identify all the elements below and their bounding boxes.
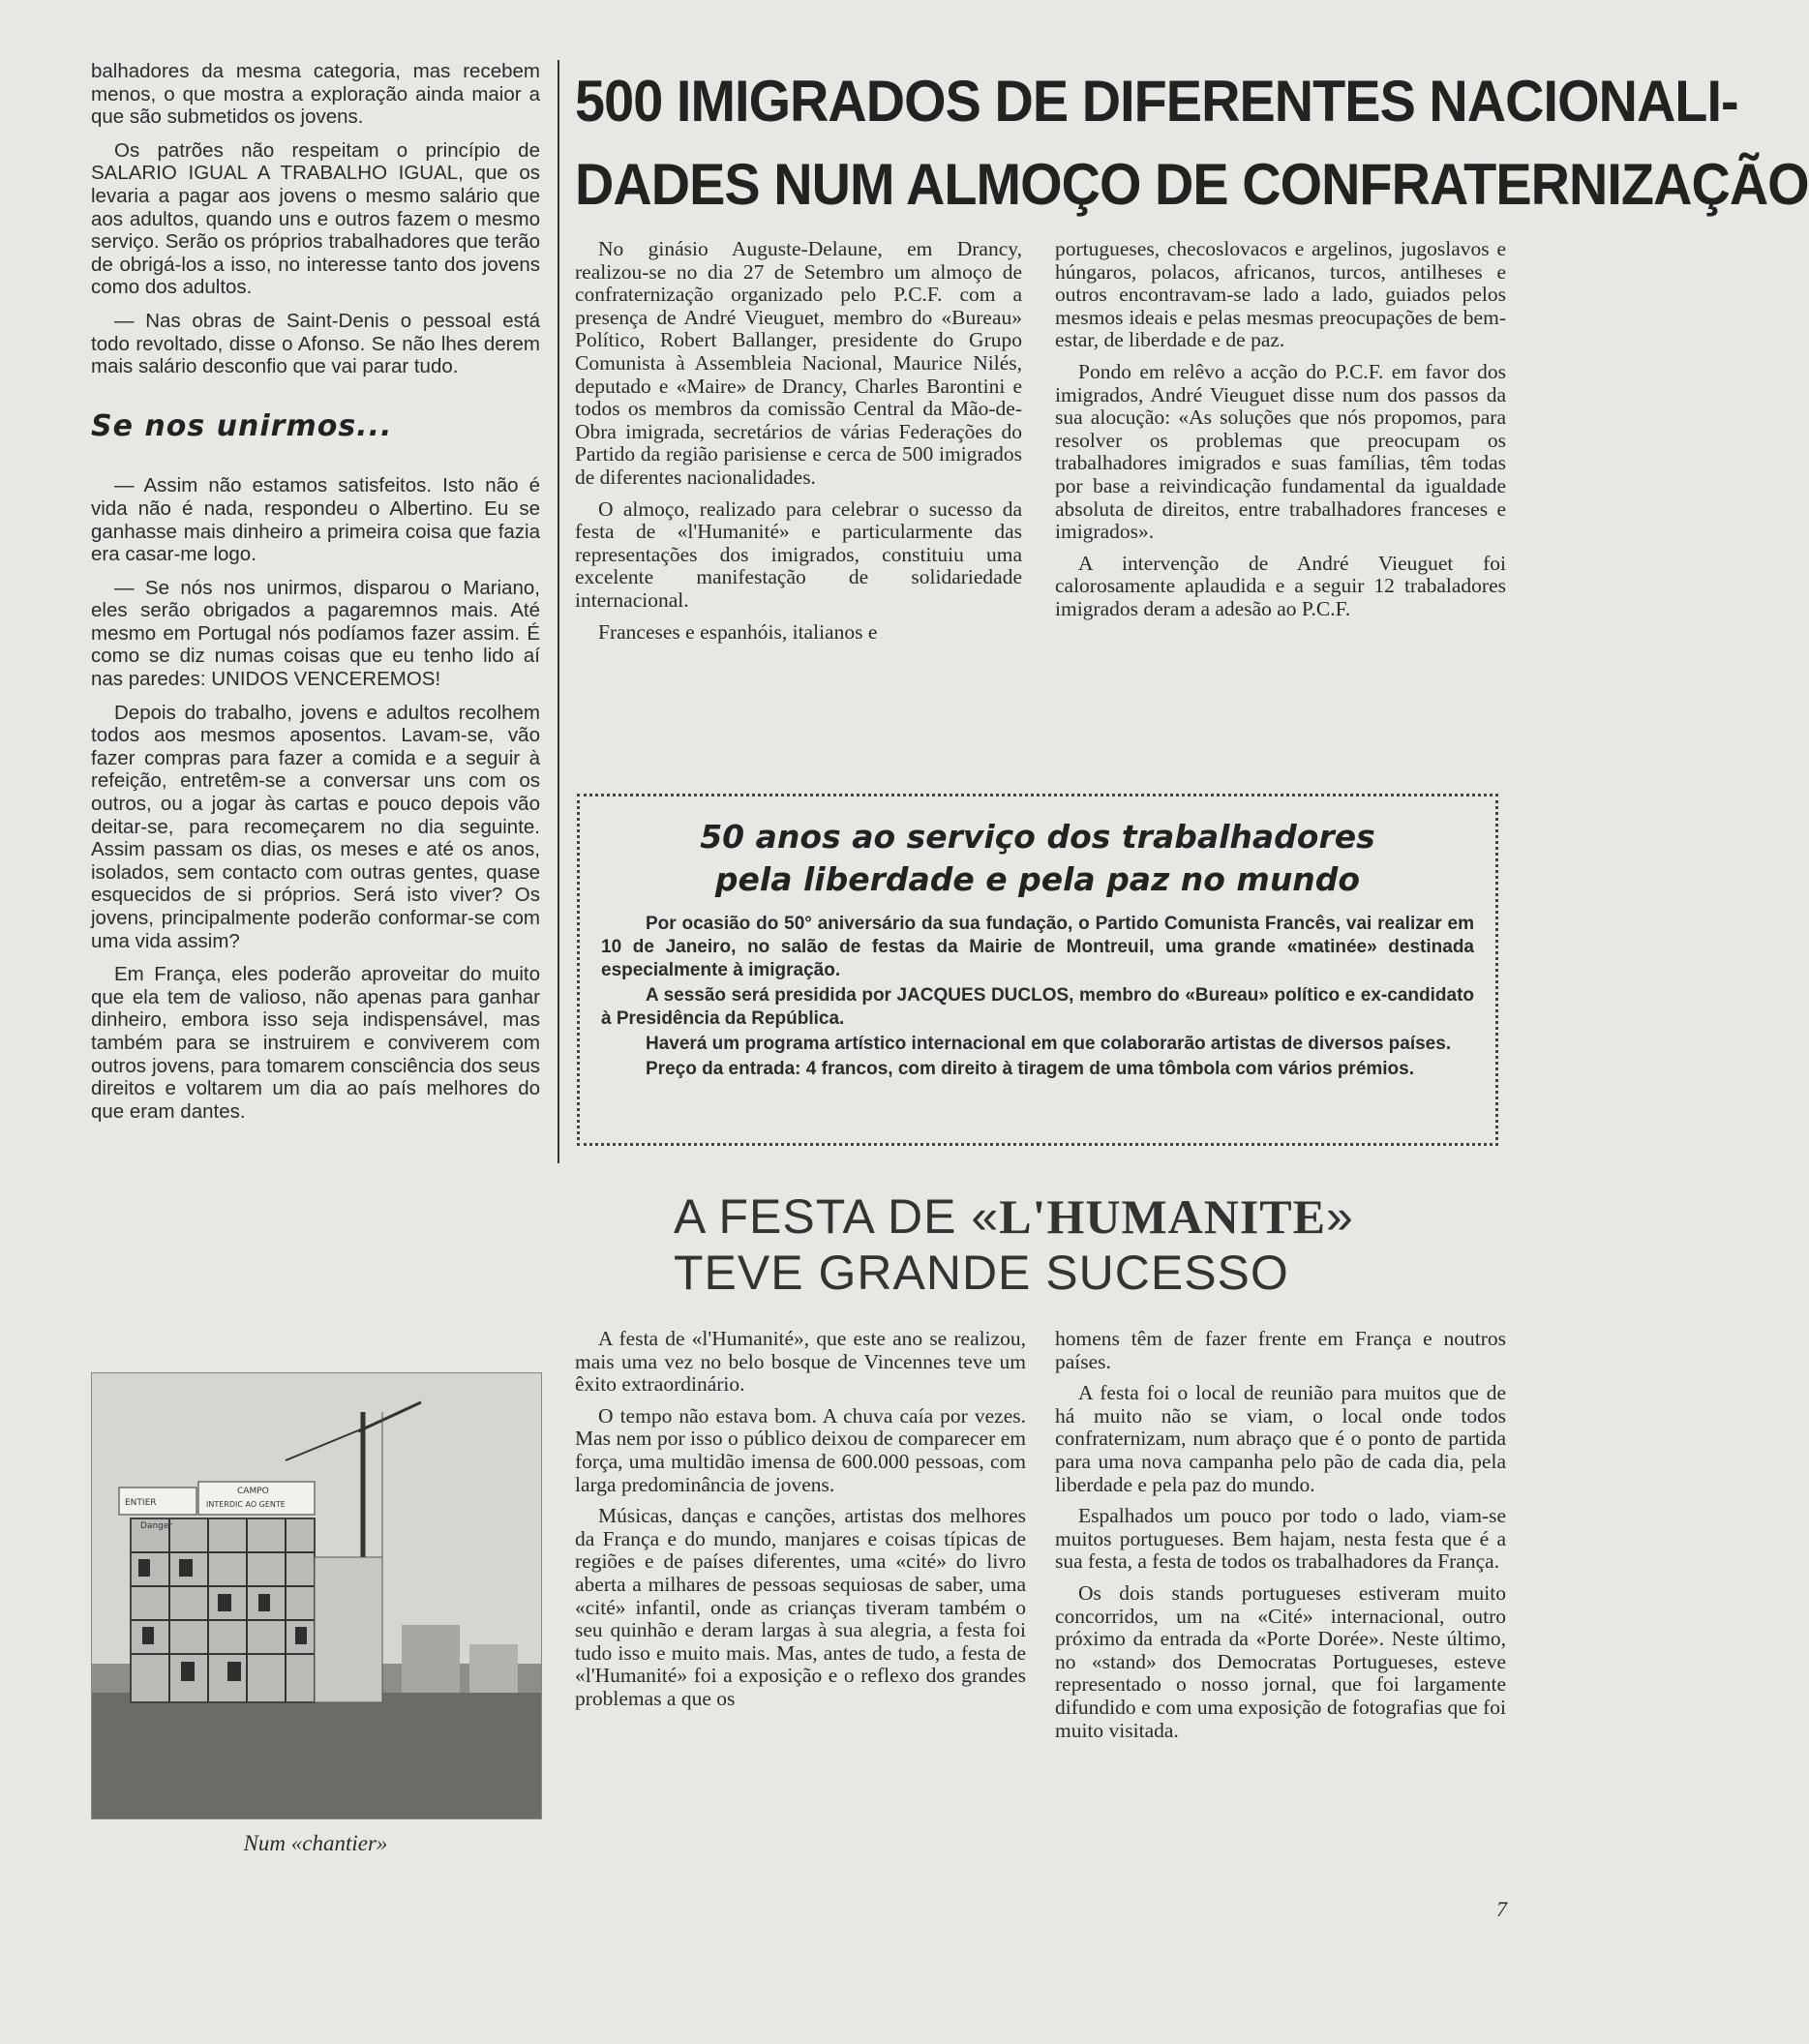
headline-newspaper-name: L'HUMANITE [999, 1189, 1327, 1244]
notice-paragraph: Preço da entrada: 4 francos, com direito à tiragem de uma tômbola com vários prémios. [646, 1059, 1415, 1079]
notice-body [601, 913, 1474, 1081]
notice-title-line: pela liberdade e pela paz no mundo [714, 860, 1361, 898]
left-paragraph: Os patrões não respeitam o princípio de SALARIO IGUAL A TRABALHO IGUAL, que os levaria a pagar aos jovens o mesmo salário que aos adultos, quando uns e outros fazem o mesmo serviço. Serão os próprios trabalhadores que terão de obrigá-los a isso, no interesse tanto dos jovens como dos adultos. [91, 138, 540, 299]
column-divider [558, 60, 559, 1163]
section-subheading: Se nos unirmos... [91, 408, 393, 443]
anniversary-notice-box [577, 794, 1498, 1146]
notice-title [601, 816, 1474, 901]
left-paragraph: — Assim não estamos satisfeitos. Isto não é vida não é nada, respondeu o Albertino. Eu se ganhasse mais dinheiro a primeira coisa que fazia era casar-me logo. [91, 474, 540, 566]
left-column-article [91, 60, 540, 1133]
article2-paragraph: Os dois stands portugueses estiveram muito concorridos, um na «Cité» internacional, outro próximo da entrada da «Porte Dorée». Neste último, no «stand» dos Democratas Portugueses, esteve representado o nosso jornal, que foi largamente difundido e com uma exposição de fotografias que foi muito visitada. [1055, 1580, 1506, 1742]
article2-column-1 [575, 1328, 1026, 1720]
headline-prefix: A FESTA DE « [674, 1189, 1000, 1244]
headline-line: 500 IMIGRADOS DE DIFERENTES NACIONALI- [575, 69, 1738, 134]
photo-sign-text: CAMPO [237, 1487, 269, 1496]
notice-paragraph: Haverá um programa artístico internacional em que colaborarão artistas de diversos países. [646, 1034, 1452, 1054]
article1-paragraph: O almoço, realizado para celebrar o sucesso da festa de «l'Humanité» e particularmente das representações dos imigrados, constituiu uma excelente manifestação de solidariedade internacional. [575, 496, 1022, 612]
left-paragraph: — Nas obras de Saint-Denis o pessoal está todo revoltado, disse o Afonso. Se não lhes derem mais salário desconfio que vai parar tudo. [91, 309, 540, 378]
article2-paragraph: A festa foi o local de reunião para muitos que de há muito não se viam, o local onde todos confraternizam, num abraço que é o ponto de partida para uma nova campanha pelo pão de cada dia, pela liberdade e pela paz do mundo. [1055, 1381, 1506, 1496]
article1-paragraph: No ginásio Auguste-Delaune, em Drancy, realizou-se no dia 27 de Setembro um almoço de confraternização organizado pelo P.C.F. com a presença de André Vieuguet, membro do «Bureau» Político, Robert Ballanger, presidente do Grupo Comunista à Assembleia Nacional, Maurice Nilés, deputado e «Maire» de Drancy, Charles Barontini e todos os membros da comissão Central da Mão-de-Obra imigrada, secretários de várias Federações do Partido da região parisiense e cerca de 500 imigrados de diferentes nacionalidades. [575, 237, 1022, 489]
headline-suffix: » [1326, 1189, 1354, 1244]
article2-paragraph: Espalhados um pouco por todo o lado, viam-se muitos portugueses. Bem hajam, nesta festa que é a sua festa, a festa de todos os trabalhadores da França. [1055, 1504, 1506, 1574]
headline-line: DADES NUM ALMOÇO DE CONFRATERNIZAÇÃO [575, 152, 1809, 217]
article1-paragraph: Pondo em relêvo a acção do P.C.F. em favor dos imigrados, André Vieuguet disse num dos passos da sua alocução: «As soluções que nós propomos, para resolver os problemas que preocupam os trabalhadores imigrados e suas famílias, têm todas por base a reivindicação fundamental da igualdade absoluta de direitos, entre trabalhadores franceses e imigrados». [1055, 359, 1506, 544]
article2-paragraph: A festa de «l'Humanité», que este ano se realizou, mais uma vez no belo bosque de Vincennes teve um êxito extraordinário. [575, 1327, 1026, 1397]
article2-headline [674, 1188, 1506, 1301]
notice-paragraph: Por ocasião do 50° aniversário da sua fundação, o Partido Comunista Francês, vai realizar em 10 de Janeiro, no salão de festas da Mairie de Montreuil, uma grande «matinée» destinada especialmente à imigração. [601, 914, 1474, 980]
construction-site-photo [91, 1372, 542, 1819]
article1-column-1 [575, 238, 1022, 652]
photo-caption: Num «chantier» [243, 1831, 388, 1855]
article1-paragraph: A intervenção de André Vieuguet foi calorosamente aplaudida e a seguir 12 trabaladores imigrados deram a adesão ao P.C.F. [1055, 551, 1506, 620]
left-paragraph: Depois do trabalho, jovens e adultos recolhem todos aos mesmos aposentos. Lavam-se, vão fazer compras para fazer a comida e a seguir à refeição, entretêm-se a conversar uns com os outros, ou a jogar às cartas e pouco depois vão deitar-se, para recomeçarem no dia seguinte. Assim passam os dias, os meses e até os anos, isolados, sem contacto com outras gentes, quase esquecidos de si próprios. Será isto viver? Os jovens, principalmente poderão conformar-se com uma vida assim? [91, 701, 540, 952]
article1-paragraph: portugueses, checoslovacos e argelinos, jugoslavos e húngaros, polacos, africanos, turcos, antilheses e outros encontravam-se lado a lado, guiados pelos mesmos ideais e pelas mesmas preocupações de bem-estar, de liberdade e de paz. [1055, 237, 1506, 352]
article2-paragraph: Músicas, danças e canções, artistas dos melhores da França e do mundo, manjares e coisas típicas de regiões e de países diferentes, uma «cité» do livro aberta a milhares de pessoas sequiosas de saber, uma «cité» infantil, onde as crianças tiveram também o seu quinhão e deram largas à sua alegria, a festa foi tudo isso e muito mais. Mas, antes de tudo, a festa de «l'Humanité» foi a exposição e o reflexo dos grandes problemas a que os [575, 1504, 1026, 1710]
article2-paragraph: O tempo não estava bom. A chuva caía por vezes. Mas nem por isso o público deixou de comparecer em força, uma multidão imensa de 600.000 pessoas, com larga predominância de jovens. [575, 1403, 1026, 1496]
photo-illustration [92, 1373, 541, 1819]
article2-column-2 [1055, 1328, 1506, 1751]
notice-paragraph: A sessão será presidida por JACQUES DUCLOS, membro do «Bureau» político e ex-candidato à Presidência da República. [601, 985, 1474, 1029]
photo-sign-text: ENTIER [125, 1498, 157, 1508]
photo-sign-text: INTERDIC AO GENTE [206, 1500, 286, 1509]
page-number: 7 [1496, 1897, 1507, 1921]
left-paragraph: Em França, eles poderão aproveitar do muito que ela tem de valioso, não apenas para ganhar dinheiro, embora isso seja indispensável, mas também para se instruirem e conviverem com outros jovens, para tomarem consciência dos seus direitos e voltarem um dia ao país melhores do que eram dantes. [91, 963, 540, 1123]
left-paragraph: balhadores da mesma categoria, mas recebem menos, o que mostra a exploração ainda maior a que são submetidos os jovens. [91, 60, 540, 129]
article1-headline [575, 60, 1809, 226]
notice-title-line: 50 anos ao serviço dos trabalhadores [700, 818, 1375, 856]
photo-sign-text: Danger [140, 1521, 173, 1531]
headline-line: TEVE GRANDE SUCESSO [674, 1246, 1289, 1300]
article1-paragraph: Franceses e espanhóis, italianos e [598, 619, 878, 644]
left-paragraph: — Se nós nos unirmos, disparou o Mariano, eles serão obrigados a pagaremnos mais. Até mesmo em Portugal nós podíamos fazer assim. É como se diz numas coisas que eu tenho lido aí nas paredes: UNIDOS VENCEREMOS! [91, 576, 540, 691]
article1-column-2 [1055, 238, 1506, 630]
article2-paragraph: homens têm de fazer frente em França e noutros países. [1055, 1327, 1506, 1373]
